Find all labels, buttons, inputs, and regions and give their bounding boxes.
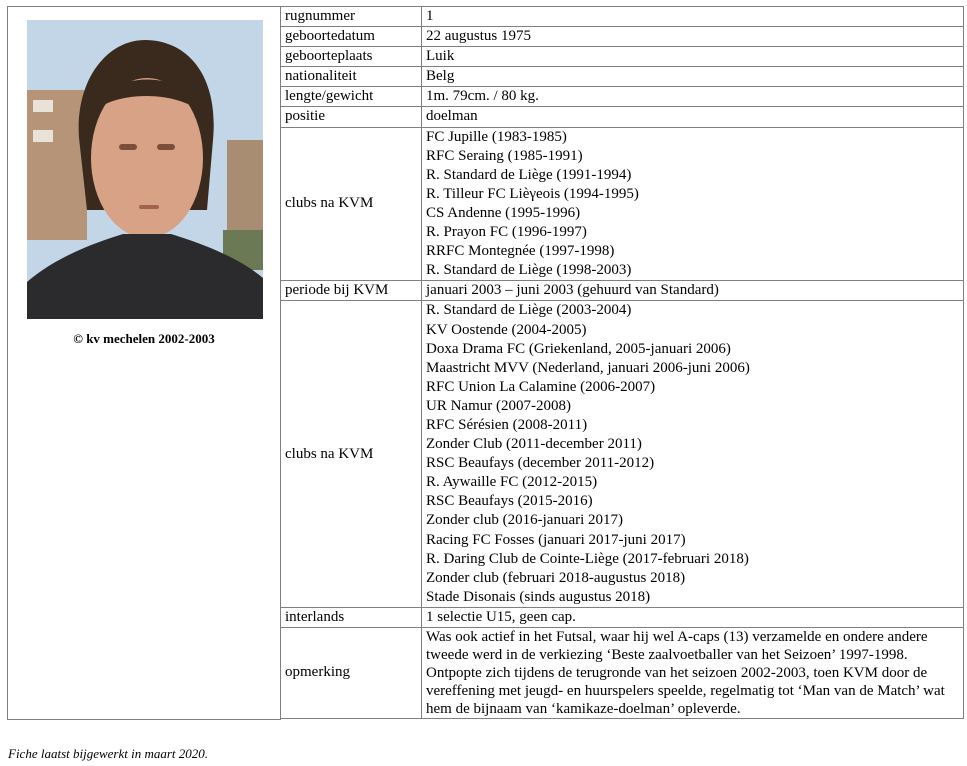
- label-lengte-gewicht: lengte/gewicht: [281, 87, 422, 107]
- opmerking-paragraph: Ontpopte zich tijdens de terugronde van het seizoen 2002-2003, toen KVM door de vereffening met jeugd- en huurspelers speelde, regelmatig tot ‘Man van de Match’ wat hem de bijnaam van ‘kamikaze-doelman’ opleverde.: [426, 665, 945, 717]
- last-updated-note: Fiche laatst bijgewerkt in maart 2020.: [8, 746, 209, 761]
- label-clubs-voor-kvm: clubs na KVM: [281, 127, 422, 281]
- player-fiche-table: [7, 6, 964, 720]
- player-portrait-image: [27, 20, 263, 319]
- label-clubs-na-kvm: clubs na KVM: [281, 301, 422, 608]
- label-opmerking: opmerking: [281, 628, 422, 719]
- club-entry: FC Jupille (1983-1985): [426, 128, 567, 145]
- value-geboortedatum: 22 augustus 1975: [422, 27, 964, 47]
- club-entry: Maastricht MVV (Nederland, januari 2006-juni 2006): [426, 359, 750, 376]
- club-entry: R. Standard de Liège (2003-2004): [426, 302, 632, 319]
- club-entry: Zonder club (februari 2018-augustus 2018): [426, 569, 686, 586]
- club-entry: R. Standard de Liège (1998-2003): [426, 262, 632, 279]
- clubs-na-kvm-list: [422, 301, 964, 608]
- club-entry: Stade Disonais (sinds augustus 2018): [426, 588, 651, 605]
- club-entry: Zonder club (2016-januari 2017): [426, 512, 624, 529]
- value-lengte-gewicht: 1m. 79cm. / 80 kg.: [422, 87, 964, 107]
- club-entry: R. Tilleur FC Lièγeois (1994-1995): [426, 185, 639, 202]
- value-nationaliteit: Belg: [422, 67, 964, 87]
- label-rugnummer: rugnummer: [281, 7, 422, 27]
- value-periode-bij-kvm: januari 2003 – juni 2003 (gehuurd van Standard): [422, 281, 964, 301]
- club-entry: Racing FC Fosses (januari 2017-juni 2017): [426, 531, 686, 548]
- photo-credit: © kv mechelen 2002-2003: [73, 331, 215, 346]
- value-geboorteplaats: Luik: [422, 47, 964, 67]
- club-entry: RSC Beaufays (2015-2016): [426, 493, 593, 510]
- club-entry: RFC Seraing (1985-1991): [426, 147, 583, 164]
- clubs-voor-kvm-list: [422, 127, 964, 281]
- label-periode-bij-kvm: periode bij KVM: [281, 281, 422, 301]
- club-entry: RFC Sérésien (2008-2011): [426, 416, 588, 433]
- club-entry: RRFC Montegnée (1997-1998): [426, 243, 615, 260]
- photo-cell: [8, 7, 281, 720]
- club-entry: R. Aywaille FC (2012-2015): [426, 474, 598, 491]
- player-photo: [27, 20, 263, 319]
- opmerking-paragraph: Was ook actief in het Futsal, waar hij wel A-caps (13) verzamelde en ondere andere tweede werd in de verkiezing ‘Beste zaalvoetballer van het Seizoen’ 1997-1998.: [426, 629, 928, 663]
- club-entry: CS Andenne (1995-1996): [426, 204, 581, 221]
- label-positie: positie: [281, 107, 422, 127]
- label-nationaliteit: nationaliteit: [281, 67, 422, 87]
- club-entry: Zonder Club (2011-december 2011): [426, 436, 642, 453]
- club-entry: UR Namur (2007-2008): [426, 397, 571, 414]
- value-positie: doelman: [422, 107, 964, 127]
- club-entry: RFC Union La Calamine (2006-2007): [426, 378, 656, 395]
- value-interlands: 1 selectie U15, geen cap.: [422, 607, 964, 627]
- opmerking-text: [422, 628, 964, 719]
- label-geboortedatum: geboortedatum: [281, 27, 422, 47]
- label-interlands: interlands: [281, 607, 422, 627]
- club-entry: RSC Beaufays (december 2011-2012): [426, 455, 655, 472]
- club-entry: KV Oostende (2004-2005): [426, 321, 587, 338]
- club-entry: R. Standard de Liège (1991-1994): [426, 166, 632, 183]
- club-entry: Doxa Drama FC (Griekenland, 2005-januari 2006): [426, 340, 731, 357]
- label-geboorteplaats: geboorteplaats: [281, 47, 422, 67]
- club-entry: R. Prayon FC (1996-1997): [426, 224, 587, 241]
- value-rugnummer: 1: [422, 7, 964, 27]
- club-entry: R. Daring Club de Cointe-Liège (2017-februari 2018): [426, 550, 749, 567]
